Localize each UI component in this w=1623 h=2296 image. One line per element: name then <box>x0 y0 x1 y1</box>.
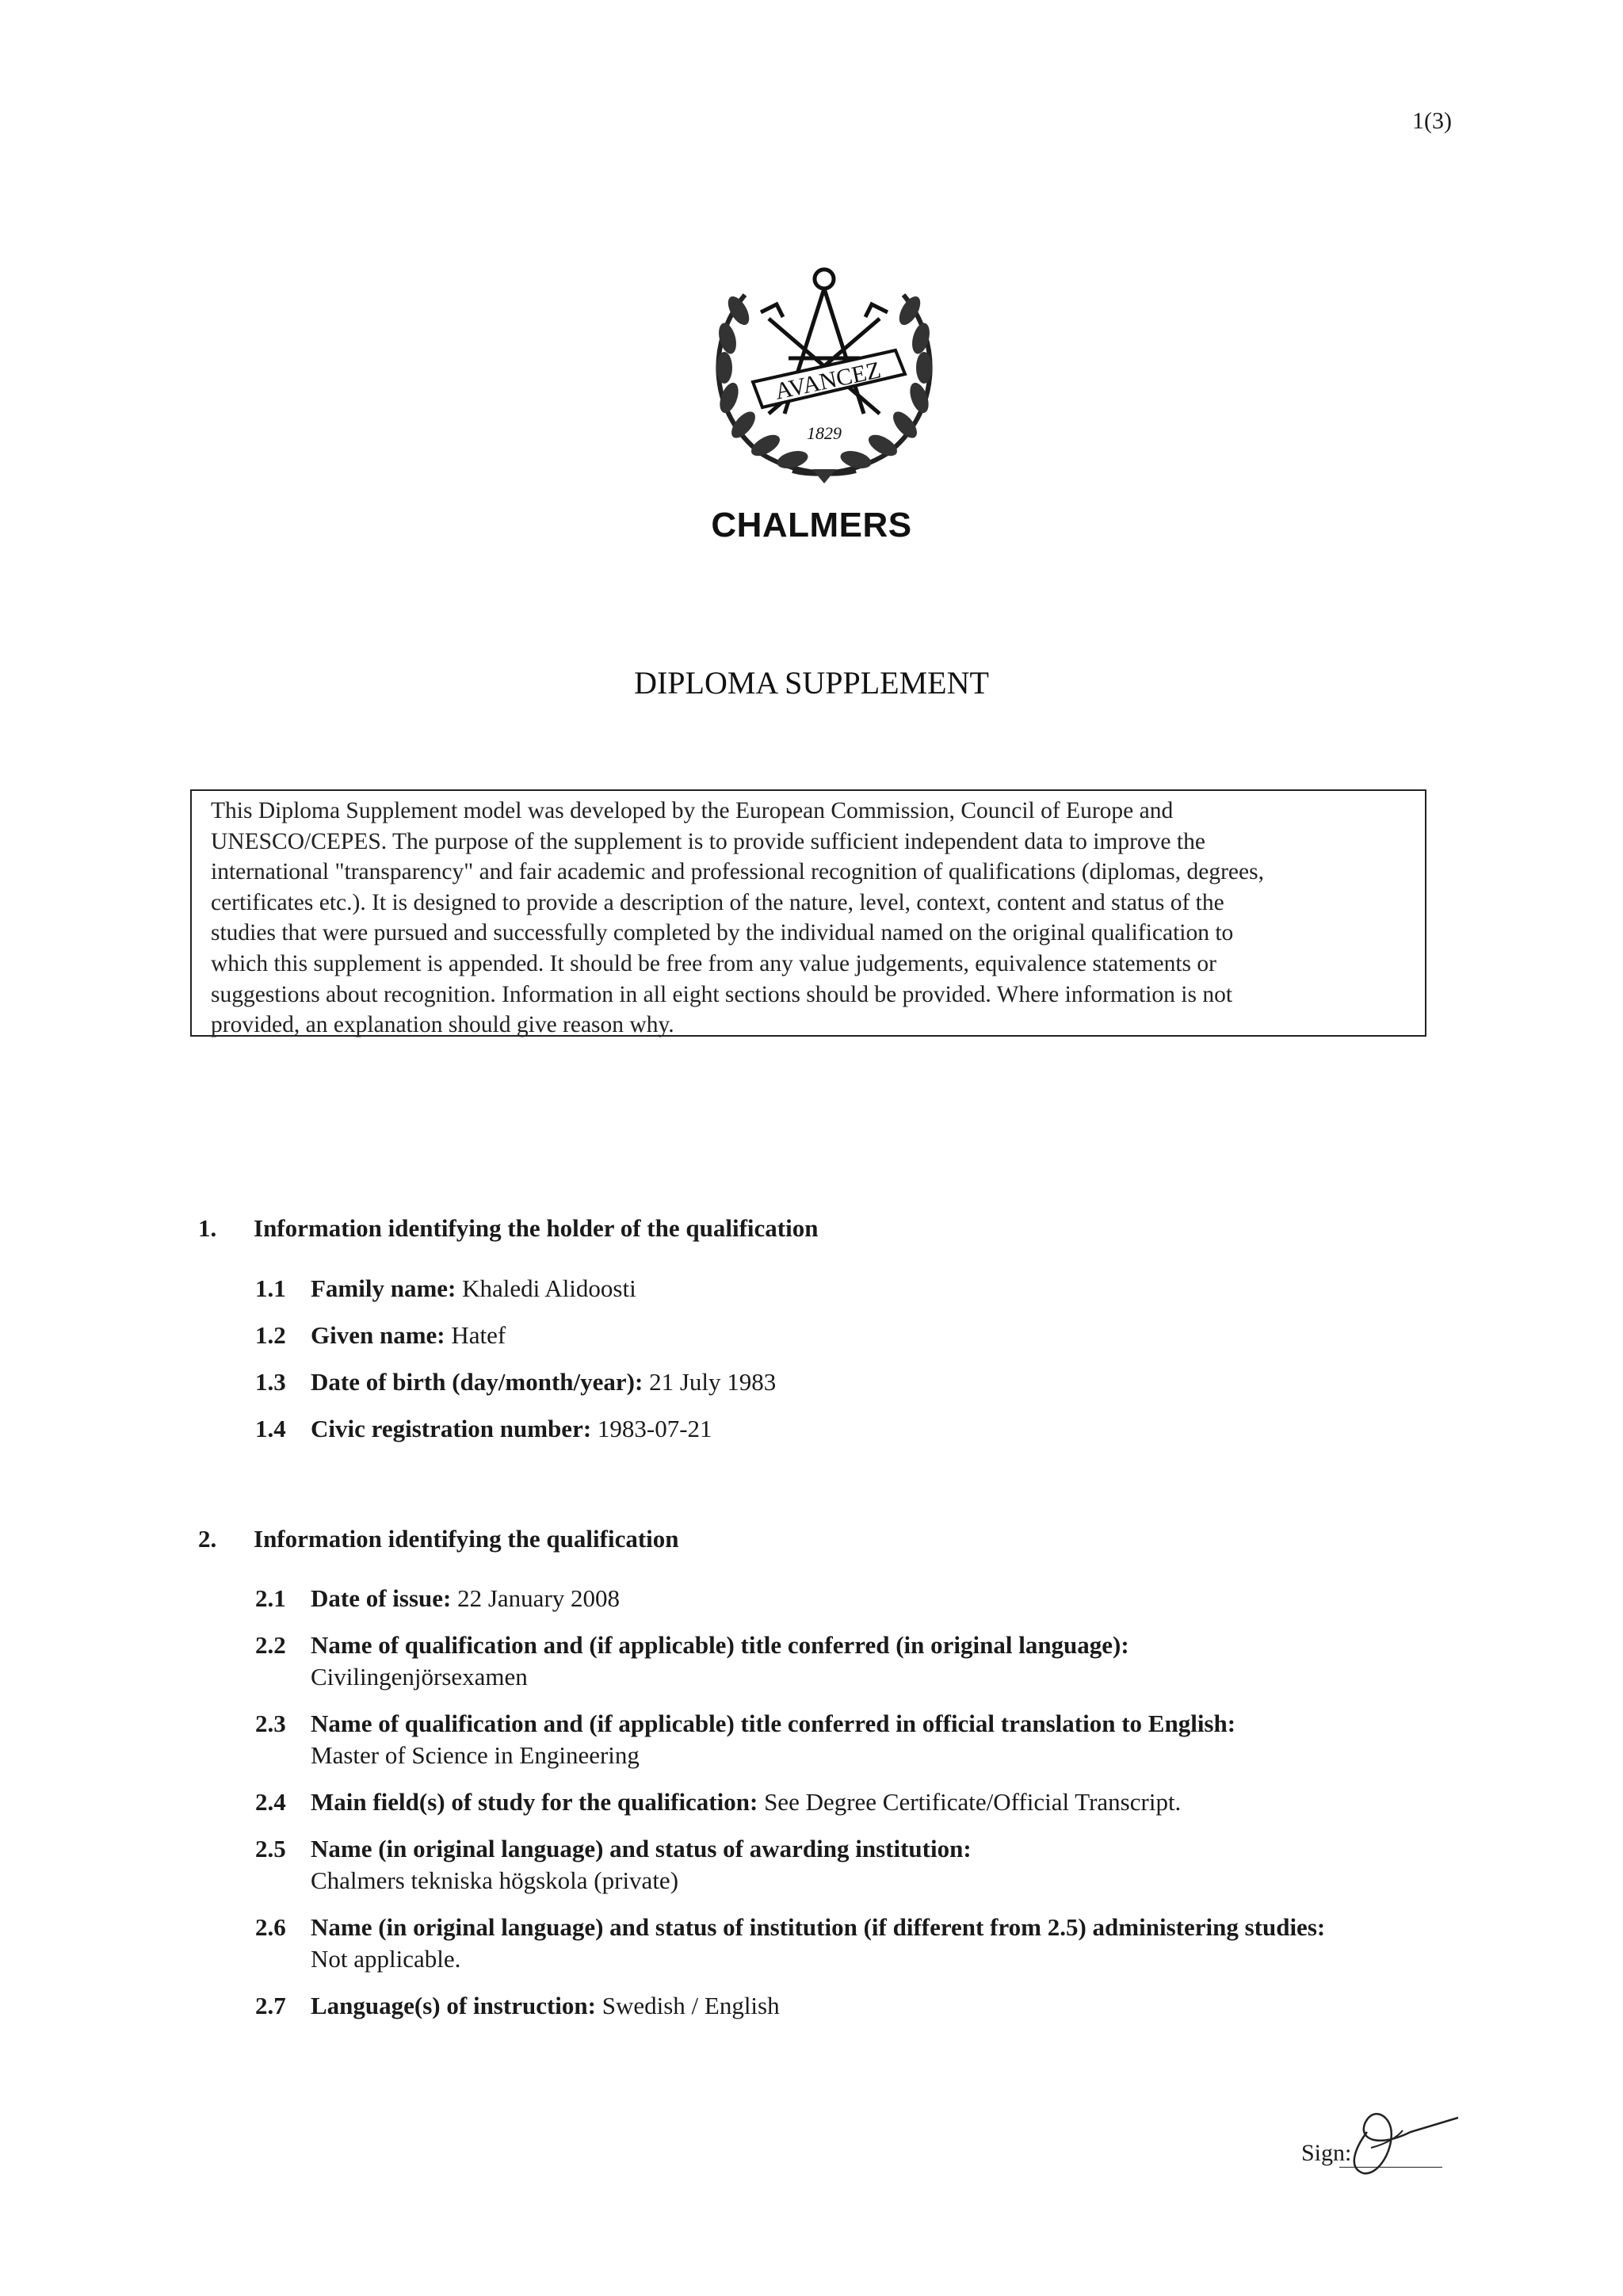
item-number: 1.4 <box>255 1415 286 1442</box>
item-2-7 <box>255 1990 780 2022</box>
item-number: 2.7 <box>255 1992 286 2019</box>
item-label: Language(s) of instruction: <box>311 1992 596 2019</box>
chalmers-seal-logo <box>697 255 951 493</box>
item-value: Not applicable. <box>311 1945 461 1973</box>
intro-line: UNESCO/CEPES. The purpose of the supplement is to provide sufficient independent data to improve the <box>211 828 1205 854</box>
item-value: 22 January 2008 <box>457 1584 621 1612</box>
signature-label: Sign: <box>1301 2140 1352 2166</box>
item-number: 2.2 <box>255 1631 286 1659</box>
brand-wordmark: CHALMERS <box>711 506 912 544</box>
section-1-title <box>198 1214 818 1243</box>
item-label: Name of qualification and (if applicable) title conferred in official translation to English: <box>311 1710 1236 1737</box>
page-number: 1(3) <box>1412 108 1452 134</box>
item-value: Civilingenjörsexamen <box>311 1663 528 1690</box>
intro-line: studies that were pursued and successfully completed by the individual named on the original qualification to <box>211 920 1234 946</box>
item-label: Civic registration number: <box>311 1415 592 1442</box>
item-label: Main field(s) of study for the qualification: <box>311 1788 758 1816</box>
item-label: Date of birth (day/month/year): <box>311 1368 643 1396</box>
item-value: 21 July 1983 <box>649 1368 777 1396</box>
item-value: Master of Science in Engineering <box>311 1741 640 1769</box>
item-label: Name of qualification and (if applicable) title conferred (in original language): <box>311 1631 1129 1659</box>
document-title: DIPLOMA SUPPLEMENT <box>634 665 989 701</box>
handwritten-signature <box>1292 2100 1490 2179</box>
item-number: 2.4 <box>255 1788 286 1816</box>
item-value: 1983-07-21 <box>597 1415 712 1442</box>
intro-line: international "transparency" and fair academic and professional recognition of qualifications (diplomas, degrees, <box>211 859 1264 885</box>
item-value: Chalmers tekniska högskola (private) <box>311 1866 679 1894</box>
item-1-2 <box>255 1320 506 1351</box>
item-label: Date of issue: <box>311 1584 452 1612</box>
item-label: Name (in original language) and status of awarding institution: <box>311 1835 972 1862</box>
intro-line: suggestions about recognition. Information in all eight sections should be provided. Where information is not <box>211 981 1233 1007</box>
item-label: Given name: <box>311 1321 445 1349</box>
section-heading: Information identifying the qualification <box>254 1525 679 1553</box>
item-2-6 <box>255 1912 1325 1975</box>
item-value: Hatef <box>451 1321 506 1349</box>
item-label: Name (in original language) and status of institution (if different from 2.5) administering studies: <box>311 1913 1326 1941</box>
intro-line: which this supplement is appended. It should be free from any value judgements, equivalence statements or <box>211 950 1216 976</box>
item-value: Khaledi Alidoosti <box>462 1274 636 1302</box>
item-number: 1.1 <box>255 1274 286 1302</box>
item-number: 1.3 <box>255 1368 286 1396</box>
section-number: 2. <box>198 1525 217 1553</box>
seal-year: 1829 <box>807 423 842 443</box>
item-1-1 <box>255 1273 636 1305</box>
section-2-title <box>198 1525 679 1553</box>
item-2-3 <box>255 1708 1235 1771</box>
section-number: 1. <box>198 1214 217 1242</box>
intro-box <box>190 789 1426 1037</box>
item-2-1 <box>255 1583 620 1614</box>
intro-line: provided, an explanation should give reason why. <box>211 1012 674 1038</box>
item-value: See Degree Certificate/Official Transcript. <box>764 1788 1182 1816</box>
section-heading: Information identifying the holder of the qualification <box>254 1214 819 1242</box>
item-1-4 <box>255 1413 712 1445</box>
item-1-3 <box>255 1366 776 1398</box>
intro-line: certificates etc.). It is designed to provide a description of the nature, level, context, content and status of the <box>211 889 1224 915</box>
item-2-4 <box>255 1786 1181 1818</box>
item-2-5 <box>255 1833 972 1897</box>
seal-motto: AVANCEZ <box>772 357 884 405</box>
item-number: 2.3 <box>255 1710 286 1737</box>
item-number: 2.5 <box>255 1835 286 1862</box>
intro-line: This Diploma Supplement model was developed by the European Commission, Council of Europe and <box>211 798 1174 823</box>
item-number: 1.2 <box>255 1321 286 1349</box>
item-number: 2.6 <box>255 1913 286 1941</box>
item-value: Swedish / English <box>601 1992 780 2019</box>
item-label: Family name: <box>311 1274 456 1302</box>
item-number: 2.1 <box>255 1584 286 1612</box>
item-2-2 <box>255 1629 1129 1693</box>
